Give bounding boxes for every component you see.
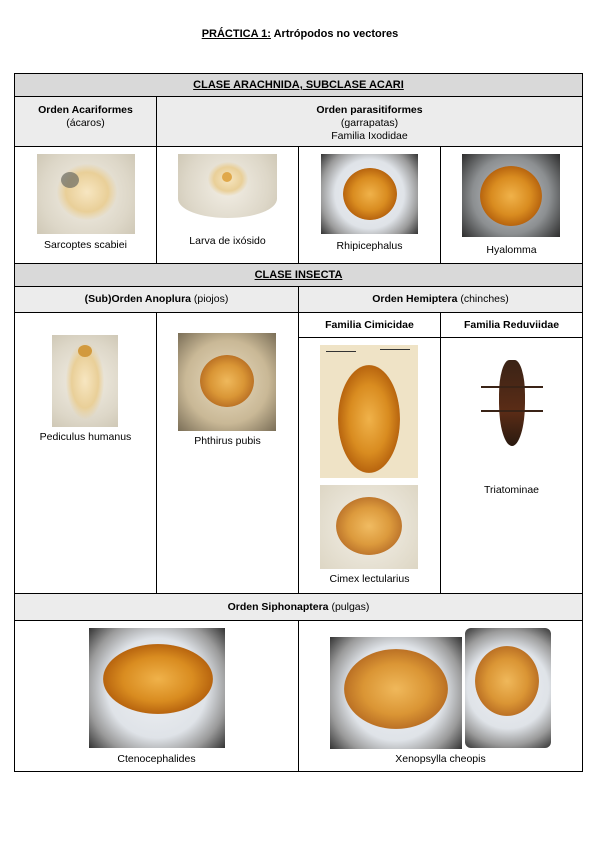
page-title xyxy=(0,28,600,40)
cell-triatominae xyxy=(440,337,583,594)
hemiptera-common: (chinches) xyxy=(457,293,509,305)
photo-cimex-labeled xyxy=(320,345,418,478)
caption-triatominae: Triatominae xyxy=(483,484,540,496)
caption-sarcoptes: Sarcoptes scabiei xyxy=(44,239,127,251)
acariformes-name: Orden Acariformes xyxy=(38,104,133,116)
photo-rhipicephalus xyxy=(321,154,418,234)
cell-hyalomma xyxy=(440,146,583,264)
siphonaptera-name: Orden Siphonaptera xyxy=(227,601,329,613)
parasitiformes-family: Familia Ixodidae xyxy=(331,130,408,142)
photo-xenopsylla-1 xyxy=(330,637,462,749)
caption-rhipicephalus: Rhipicephalus xyxy=(336,240,403,252)
caption-ctenocephalides: Ctenocephalides xyxy=(117,753,196,765)
cell-cimex xyxy=(298,337,441,594)
caption-xenopsylla: Xenopsylla cheopis xyxy=(395,753,486,765)
parasitiformes-name: Orden parasitiformes xyxy=(316,104,423,116)
caption-larva-ixosido: Larva de ixósido xyxy=(189,235,266,247)
photo-cimex-lectularius xyxy=(320,485,418,569)
acariformes-common: (ácaros) xyxy=(66,117,105,129)
photo-larva-ixosido xyxy=(178,154,277,218)
photo-phthirus-pubis xyxy=(178,333,276,431)
photo-pediculus-humanus xyxy=(52,335,118,427)
title-text: Artrópodos no vectores xyxy=(270,28,399,40)
cimicidae-label: Familia Cimicidae xyxy=(325,319,414,331)
band-insecta xyxy=(14,263,583,287)
cell-xenopsylla xyxy=(298,620,583,772)
header-anoplura xyxy=(14,286,299,313)
anoplura-common: (piojos) xyxy=(191,293,229,305)
caption-phthirus: Phthirus pubis xyxy=(194,435,261,447)
cell-sarcoptes xyxy=(14,146,157,264)
caption-cimex: Cimex lectularius xyxy=(329,573,410,585)
cell-ctenocephalides xyxy=(14,620,299,772)
photo-hyalomma xyxy=(462,154,560,237)
caption-pediculus: Pediculus humanus xyxy=(39,431,132,443)
header-siphonaptera xyxy=(14,593,583,621)
photo-triatominae xyxy=(475,346,549,458)
photo-ctenocephalides xyxy=(89,628,225,748)
band-arachnida xyxy=(14,73,583,97)
header-hemiptera xyxy=(298,286,583,313)
title-label: PRÁCTICA 1: xyxy=(201,28,271,40)
header-cimicidae xyxy=(298,312,441,338)
photo-xenopsylla-2 xyxy=(465,628,551,748)
cell-phthirus xyxy=(156,312,299,594)
photo-sarcoptes-scabiei xyxy=(37,154,135,234)
band-arachnida-label: CLASE ARACHNIDA, SUBCLASE ACARI xyxy=(193,79,404,91)
cell-rhipicephalus xyxy=(298,146,441,264)
header-parasitiformes xyxy=(156,96,583,147)
caption-hyalomma: Hyalomma xyxy=(486,244,537,256)
parasitiformes-common: (garrapatas) xyxy=(340,117,399,129)
cell-larva-ixosido xyxy=(156,146,299,264)
band-insecta-label: CLASE INSECTA xyxy=(254,269,343,281)
cell-pediculus xyxy=(14,312,157,594)
hemiptera-name: Orden Hemiptera xyxy=(372,293,458,305)
header-reduviidae xyxy=(440,312,583,338)
header-acariformes xyxy=(14,96,157,147)
siphonaptera-common: (pulgas) xyxy=(328,601,370,613)
reduviidae-label: Familia Reduviidae xyxy=(463,319,560,331)
anoplura-name: (Sub)Orden Anoplura xyxy=(84,293,191,305)
